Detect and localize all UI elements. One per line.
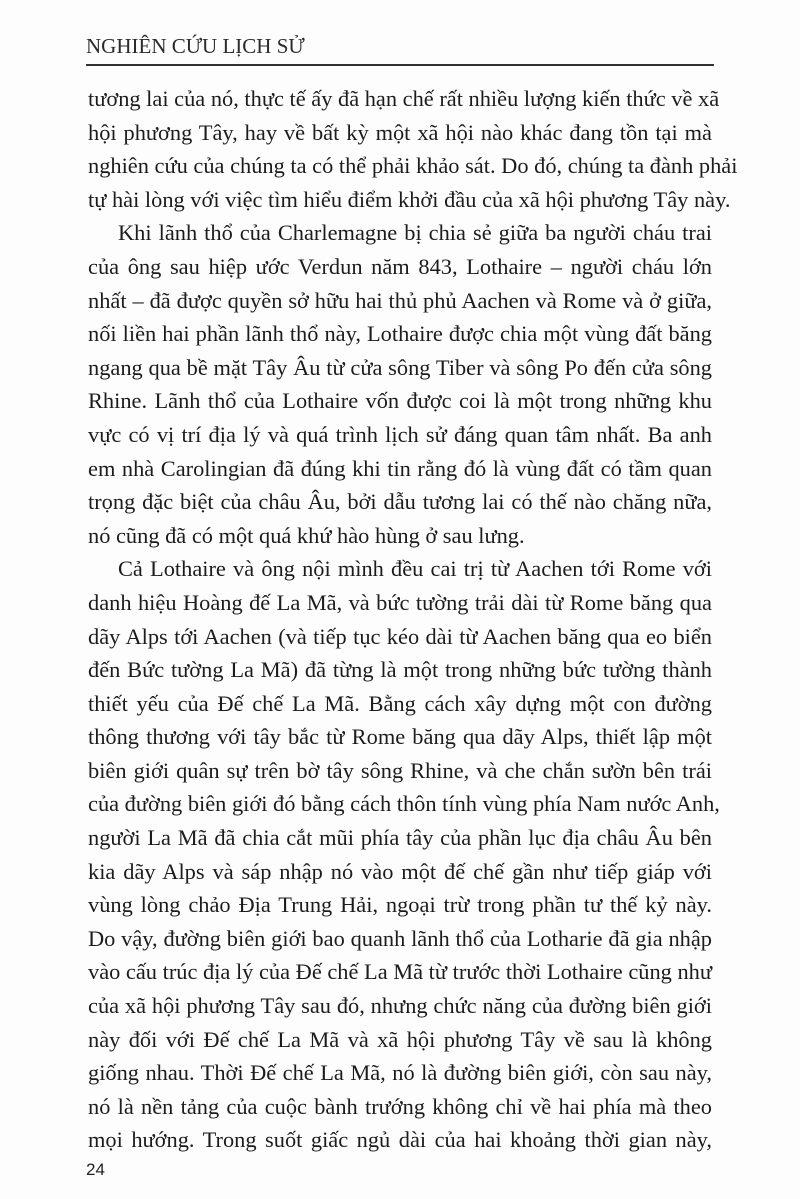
text-line: biên giới quân sự trên bờ tây sông Rhine, và che chắn sườn bên trái [88, 757, 712, 783]
text-line: vào cấu trúc địa lý của Đế chế La Mã từ trước thời Lothaire cũng như [88, 959, 712, 985]
running-header [86, 34, 714, 66]
body-text [88, 82, 738, 1157]
paragraph [88, 552, 720, 1157]
text-line: người La Mã đã chia cắt mũi phía tây của phần lục địa châu Âu bên [88, 825, 712, 851]
text-line: đến Bức tường La Mã) đã từng là một trong những bức tường thành [88, 657, 712, 683]
text-line: vực có vị trí địa lý và quá trình lịch sử đáng quan tâm nhất. Ba anh [88, 421, 712, 447]
text-line: giống nhau. Thời Đế chế La Mã, nó là đường biên giới, còn sau này, [88, 1060, 712, 1086]
text-line: tự hài lòng với việc tìm hiểu điểm khởi đầu của xã hội phương Tây này. [88, 186, 731, 212]
text-line: tương lai của nó, thực tế ấy đã hạn chế rất nhiều lượng kiến thức về xã [88, 86, 720, 111]
text-line: thiết yếu của Đế chế La Mã. Bằng cách xây dựng một con đường [88, 690, 712, 716]
text-line: kia dãy Alps và sáp nhập nó vào một đế chế gần như tiếp giáp với [88, 858, 712, 884]
text-line: của ông sau hiệp ước Verdun năm 843, Lothaire – người cháu lớn [88, 253, 712, 279]
text-line: danh hiệu Hoàng đế La Mã, và bức tường trải dài từ Rome băng qua [88, 589, 712, 615]
page-number: 24 [86, 1160, 105, 1179]
text-line: nó cũng đã có một quá khứ hào hùng ở sau lưng. [88, 522, 525, 548]
text-line: mọi hướng. Trong suốt giấc ngủ dài của hai khoảng thời gian này, [88, 1127, 712, 1153]
text-line: nhất – đã được quyền sở hữu hai thủ phủ Aachen và Rome và ở giữa, [88, 287, 712, 313]
running-title: NGHIÊN CỨU LỊCH SỬ [86, 34, 305, 58]
text-line: nó là nền tảng của cuộc bành trướng không chỉ về hai phía mà theo [88, 1093, 712, 1119]
paragraph [88, 216, 712, 552]
text-line: hội phương Tây, hay về bất kỳ một xã hội nào khác đang tồn tại mà [88, 119, 712, 145]
text-line: thông thương với tây bắc từ Rome băng qua dãy Alps, thiết lập một [88, 724, 712, 750]
text-line: nối liền hai phần lãnh thổ này, Lothaire được chia một vùng đất băng [88, 321, 712, 347]
text-line: em nhà Carolingian đã đúng khi tin rằng đó là vùng đất có tầm quan [88, 455, 712, 481]
header-rule [86, 64, 714, 66]
text-line: của xã hội phương Tây sau đó, nhưng chức năng của đường biên giới [88, 993, 712, 1019]
text-line: nghiên cứu của chúng ta có thể phải khảo sát. Do đó, chúng ta đành phải [88, 153, 738, 179]
text-line: Khi lãnh thổ của Charlemagne bị chia sẻ giữa ba người cháu trai [118, 220, 712, 246]
text-line: vùng lòng chảo Địa Trung Hải, ngoại trừ trong phần tư thế kỷ này. [88, 892, 712, 918]
text-line: dãy Alps tới Aachen (và tiếp tục kéo dài từ Aachen băng qua eo biển [88, 623, 712, 649]
text-line: Rhine. Lãnh thổ của Lothaire vốn được coi là một trong những khu [88, 388, 712, 414]
text-line: Cả Lothaire và ông nội mình đều cai trị từ Aachen tới Rome với [118, 556, 712, 582]
paragraph [88, 82, 738, 216]
text-line: ngang qua bề mặt Tây Âu từ cửa sông Tiber và sông Po đến cửa sông [88, 354, 712, 380]
text-line: Do vậy, đường biên giới bao quanh lãnh thổ của Lotharie đã gia nhập [88, 925, 712, 951]
text-line: trọng đặc biệt của châu Âu, bởi dẫu tương lai có thế nào chăng nữa, [88, 489, 712, 515]
text-line: của đường biên giới đó bằng cách thôn tính vùng phía Nam nước Anh, [88, 791, 720, 817]
text-line: này đối với Đế chế La Mã và xã hội phương Tây về sau là không [88, 1026, 712, 1052]
